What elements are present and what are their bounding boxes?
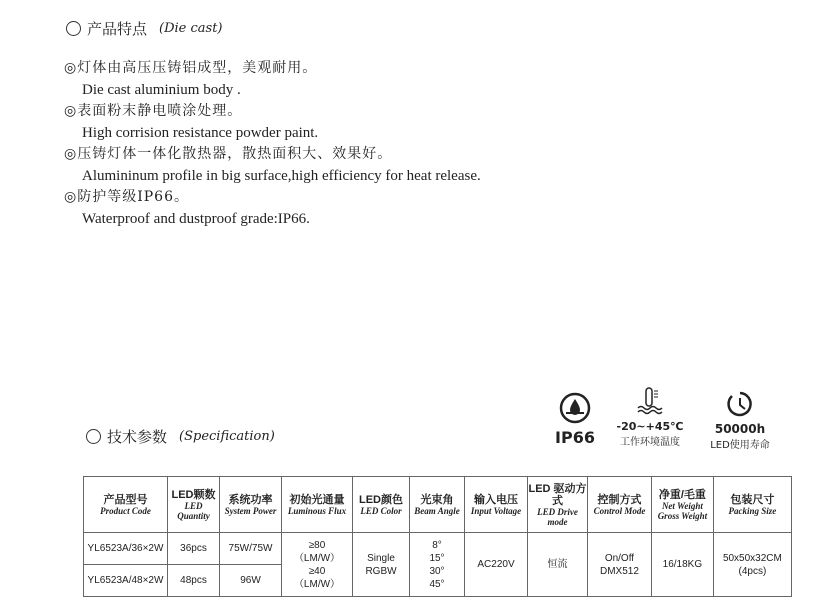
column-header	[282, 477, 353, 533]
led-quantity: 36pcs	[168, 533, 220, 565]
feature-zh: 防护等级IP66。	[77, 189, 189, 205]
lifetime-badge	[700, 390, 780, 451]
ip-badge	[548, 392, 602, 447]
feature-en: Waterproof and dustproof grade:IP66.	[82, 210, 310, 227]
led-color: Single RGBW	[353, 533, 410, 597]
feature-en: Alumininum profile in big surface,high efficiency for heat release.	[82, 167, 481, 184]
system-power: 96W	[220, 565, 282, 597]
header-zh: 产品型号	[103, 493, 148, 506]
column-header	[220, 477, 282, 533]
header-zh: 净重/毛重	[658, 488, 706, 501]
features-title-zh: 产品特点	[87, 20, 148, 38]
feature-zh: 表面粉末静电喷涂处理。	[77, 103, 243, 119]
column-header	[168, 477, 220, 533]
system-power: 75W/75W	[220, 533, 282, 565]
features-list	[64, 58, 481, 230]
waterproof-icon	[559, 392, 591, 424]
features-title-en: (Die cast)	[159, 21, 223, 36]
header-zh: 光束角	[420, 493, 454, 506]
header-en: Packing Size	[728, 505, 777, 516]
header-en: LED Drive mode	[537, 506, 578, 527]
spec-title-zh: 技术参数	[107, 428, 168, 446]
column-header	[528, 477, 588, 533]
column-header	[465, 477, 528, 533]
weight: 16/18KG	[651, 533, 713, 597]
feature-en: Die cast aluminium body .	[82, 81, 241, 98]
header-zh: 系统功率	[228, 493, 273, 506]
header-en: Beam Angle	[414, 505, 460, 516]
led-quantity: 48pcs	[168, 565, 220, 597]
spec-heading	[86, 426, 275, 447]
column-header	[84, 477, 168, 533]
product-code: YL6523A/48×2W	[84, 565, 168, 597]
thermometer-icon	[635, 386, 665, 416]
header-en: Control Mode	[593, 505, 646, 516]
feature-zh: 灯体由高压压铸铝成型，美观耐用。	[77, 60, 318, 76]
header-en: Input Voltage	[470, 505, 522, 516]
product-code: YL6523A/36×2W	[84, 533, 168, 565]
header-zh: 初始光通量	[289, 493, 345, 506]
header-zh: 控制方式	[597, 493, 642, 506]
feature-item: ◎防护等级IP66。	[64, 189, 189, 205]
header-en: LED Color	[360, 505, 402, 516]
header-zh: LED颗数	[171, 488, 216, 501]
lifetime-value: 50000h	[714, 422, 766, 436]
header-en: Luminous Flux	[287, 505, 347, 516]
header-en: Net Weight Gross Weight	[657, 500, 708, 521]
column-header	[651, 477, 713, 533]
input-voltage: AC220V	[465, 533, 528, 597]
column-header	[713, 477, 791, 533]
column-header	[588, 477, 652, 533]
temperature-badge	[612, 386, 688, 448]
header-zh: LED 驱动方式	[528, 482, 587, 507]
feature-item: ◎表面粉末静电喷涂处理。	[64, 103, 243, 119]
header-zh: 输入电压	[474, 493, 518, 506]
features-heading	[66, 18, 223, 39]
header-en: Product Code	[100, 505, 151, 516]
temperature-range: -20~+45℃	[616, 420, 684, 433]
lifetime-label: LED使用寿命	[710, 440, 770, 451]
ip-rating: IP66	[555, 428, 595, 447]
luminous-flux: ≥80（LM/W） ≥40（LM/W）	[282, 533, 353, 597]
column-header	[353, 477, 410, 533]
feature-item: ◎灯体由高压压铸铝成型，美观耐用。	[64, 60, 318, 76]
feature-item: ◎压铸灯体一体化散热器，散热面积大、效果好。	[64, 146, 393, 162]
temperature-label: 工作环境温度	[620, 437, 680, 448]
clock-icon	[726, 390, 754, 418]
packing-size: 50x50x32CM (4pcs)	[713, 533, 791, 597]
circle-bullet-icon	[86, 429, 101, 444]
feature-en: High corrision resistance powder paint.	[82, 124, 319, 141]
drive-mode: 恒流	[528, 533, 588, 597]
header-zh: 包装尺寸	[730, 493, 775, 506]
header-zh: LED颜色	[359, 493, 403, 506]
beam-angle: 8° 15° 30° 45°	[410, 533, 465, 597]
table-row	[84, 533, 792, 565]
circle-bullet-icon	[66, 21, 81, 36]
header-en: LED Quantity	[177, 500, 210, 521]
header-en: System Power	[224, 505, 277, 516]
spec-title-en: (Specification)	[179, 429, 275, 444]
spec-table	[83, 476, 792, 597]
column-header	[410, 477, 465, 533]
feature-zh: 压铸灯体一体化散热器，散热面积大、效果好。	[77, 146, 393, 162]
control-mode: On/Off DMX512	[588, 533, 652, 597]
